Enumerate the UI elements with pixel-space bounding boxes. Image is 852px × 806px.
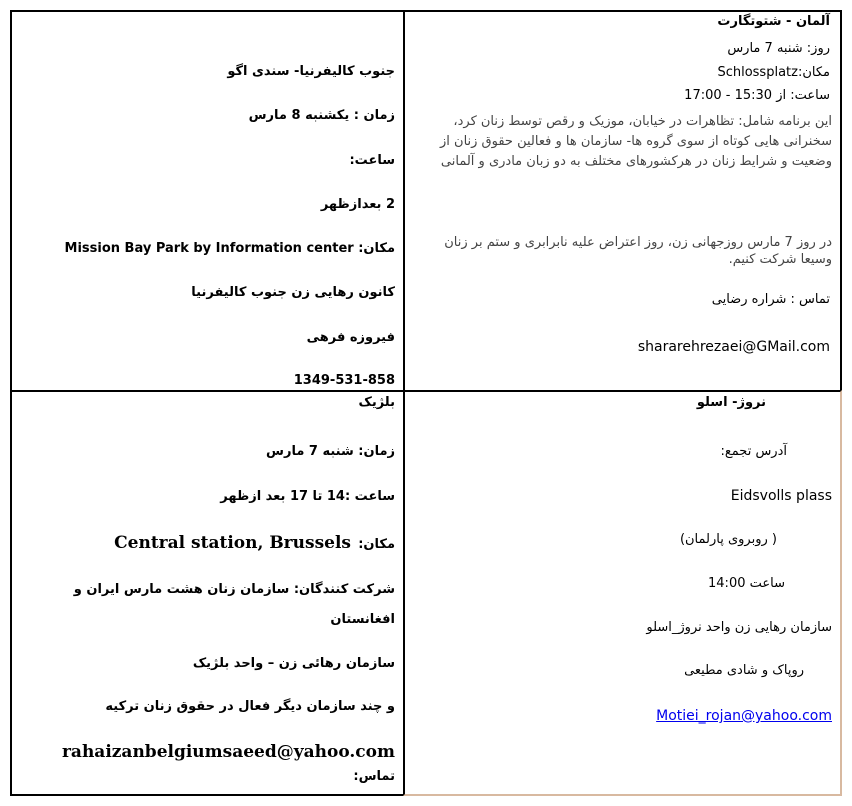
cell-california: [10, 10, 403, 390]
norway-address-label: آدرس تجمع:: [720, 444, 787, 459]
california-time-label: ساعت:: [349, 153, 395, 168]
belgium-email: rahaizanbelgiumsaeed@yahoo.com: [61, 742, 395, 762]
belgium-org: سازمان رهائی زن – واحد بلژیک: [192, 656, 395, 671]
belgium-others: و چند سازمان دیگر فعال در حقوق زنان ترکیه: [105, 699, 395, 714]
belgium-contact-label: تماس:: [353, 769, 395, 784]
cell-norway: [403, 390, 842, 796]
cell-belgium: [10, 390, 403, 796]
germany-email: shararehrezaei@GMail.com: [637, 339, 830, 355]
norway-email-link[interactable]: Motiei_rojan@yahoo.com: [656, 708, 832, 724]
norway-org: سازمان رهایی زن واحد نروژ_اسلو: [646, 620, 832, 635]
norway-title: نروژ- اسلو: [696, 395, 766, 410]
germany-location: مکان:Schlossplatz: [717, 65, 830, 80]
belgium-date: زمان: شنبه 7 مارس: [266, 444, 395, 459]
norway-time: ساعت 14:00: [708, 576, 785, 591]
belgium-participants-line2: افغانستان: [330, 612, 395, 627]
belgium-participants-line1: شرکت کنندگان: سازمان زنان هشت مارس ایران و: [73, 582, 395, 597]
events-table: [10, 10, 842, 796]
california-location: مکان: Mission Bay Park by Information center: [64, 241, 395, 256]
norway-address-note: ( روبروی پارلمان): [679, 532, 777, 547]
california-phone: 1349-531-858: [293, 373, 395, 388]
california-org: کانون رهایی زن جنوب کالیفرنیا: [191, 285, 395, 300]
belgium-location-label: مکان:: [358, 537, 395, 552]
belgium-title: بلژیک: [358, 395, 395, 410]
norway-address: Eidsvolls plass: [730, 488, 832, 504]
germany-date: روز: شنبه 7 مارس: [727, 41, 830, 56]
germany-title: آلمان - شتوتگارت: [717, 14, 830, 29]
belgium-location-value: Central station, Brussels: [114, 533, 351, 553]
california-time-value: 2 بعدازظهر: [320, 197, 395, 212]
cell-germany: [403, 10, 842, 390]
belgium-time: ساعت :14 تا 17 بعد ازظهر: [220, 489, 395, 504]
germany-program: این برنامه شامل: تظاهرات در خیابان، موزیک و رقص توسط زنان کرد، سخنرانی هایی کوتاه از سوی گروه ها- سازمان ها و فعالین حقوق زنان از وضعیت و شرایط زنان در هرکشورهای مختلف به دو زبان مادری و آلمانی: [440, 114, 832, 169]
germany-contact: تماس : شراره رضایی: [711, 292, 830, 307]
germany-time: ساعت: از 15:30 - 17:00: [684, 88, 830, 103]
norway-contacts: روپاک و شادی مطیعی: [684, 663, 804, 678]
california-title: جنوب کالیفرنیا- سندی اگو: [227, 64, 395, 79]
california-contact-name: فیروزه فرهی: [306, 330, 395, 345]
germany-call: در روز 7 مارس روزجهانی زن، روز اعتراض علیه نابرابری و ستم بر زنان وسیعا شرکت کنیم.: [444, 235, 832, 267]
california-date: زمان : یکشنبه 8 مارس: [248, 108, 395, 123]
